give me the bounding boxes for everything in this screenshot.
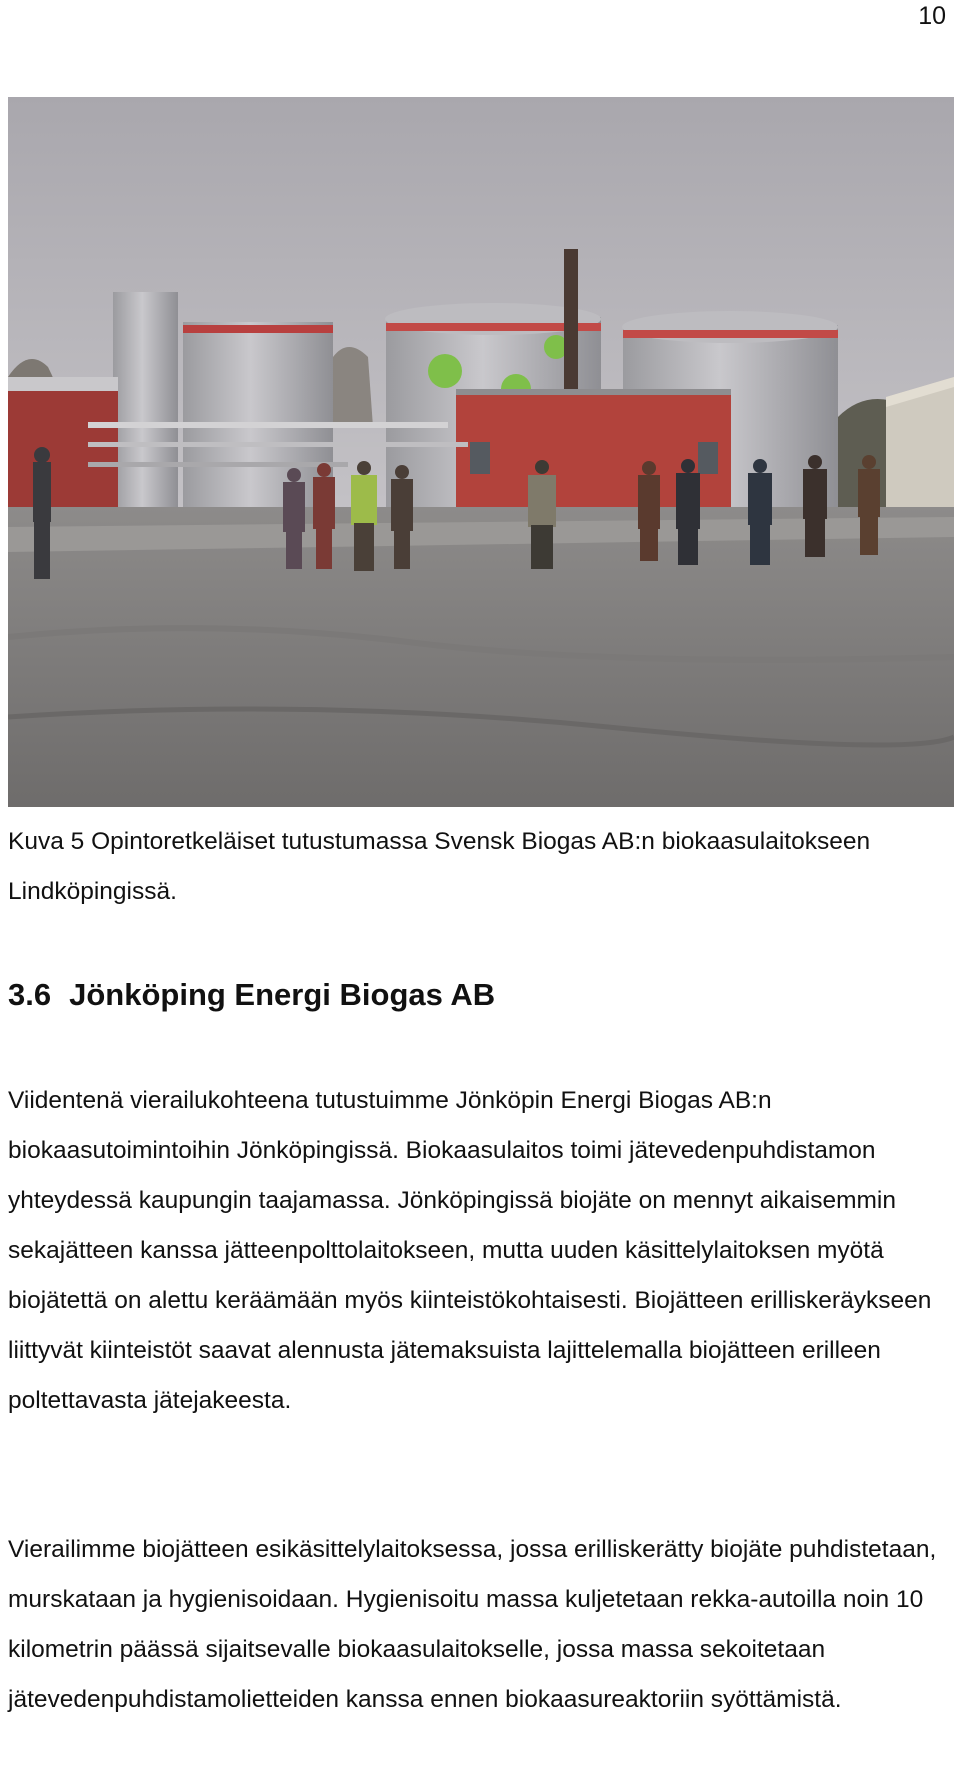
figure-caption: Kuva 5 Opintoretkeläiset tutustumassa Svensk Biogas AB:n biokaasulaitokseen Lindköpingissä. bbox=[8, 828, 871, 905]
page-number: 10 bbox=[918, 2, 946, 30]
biogas-plant-photo bbox=[8, 97, 954, 807]
section-title: Jönköping Energi Biogas AB bbox=[69, 977, 496, 1012]
body-paragraph-1: Viidentenä vierailukohteena tutustuimme Jönköpin Energi Biogas AB:n biokaasutoimintoihin Jönköpingissä. Biokaasulaitos toimi jätevedenpuhdistamon yhteydessä kaupungin taajamassa. Jönköpingissä biojäte on mennyt aikaisemmin sekajätteen kanssa jätteenpolttolaitokseen, mutta uuden käsittelylaitoksen myötä biojätettä on alettu keräämään myös kiinteistökohtaisesti. Biojätteen erilliskeräykseen liittyvät kiinteistöt saavat alennusta jätemaksuista lajittelemalla biojätteen erilleen poltettavasta jätejakeesta. bbox=[8, 1087, 932, 1414]
section-number: 3.6 bbox=[8, 977, 52, 1012]
section-heading bbox=[8, 970, 495, 1020]
body-paragraph-2: Vierailimme biojätteen esikäsittelylaitoksessa, jossa erilliskerätty biojäte puhdistetaan, murskataan ja hygienisoidaan. Hygienisoitu massa kuljetetaan rekka-autoilla noin 10 kilometrin päässä sijaitsevalle biokaasulaitokselle, jossa massa sekoitetaan jätevedenpuhdistamolietteiden kanssa ennen biokaasureaktoriin syöttämistä. bbox=[8, 1536, 937, 1713]
